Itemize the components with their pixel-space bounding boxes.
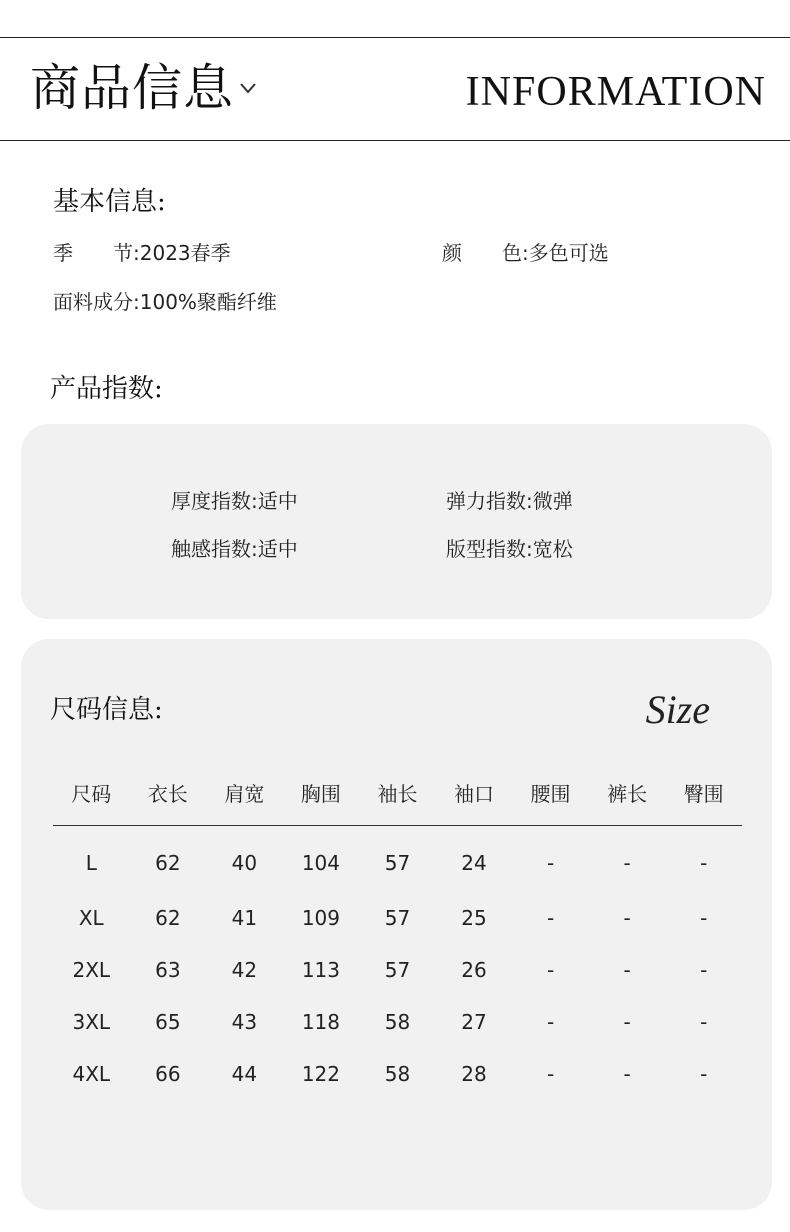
table-cell: 41: [231, 906, 258, 930]
table-cell: 57: [384, 906, 411, 930]
table-cell: 58: [384, 1010, 411, 1034]
table-cell: -: [623, 1062, 631, 1086]
material-row: [53, 289, 277, 315]
touch-label: 触感指数:: [171, 537, 258, 561]
table-cell: 2XL: [72, 958, 111, 982]
table-cell: -: [623, 958, 631, 982]
header-bar: [0, 37, 790, 141]
thickness-value: 适中: [257, 489, 298, 513]
table-row: [53, 892, 742, 944]
table-cell: 25: [461, 906, 487, 930]
season-label: 季 节:: [53, 241, 140, 265]
size-info-title: 尺码信息:: [50, 695, 163, 725]
table-cell: 4XL: [72, 1062, 111, 1086]
basic-info-title: 基本信息:: [53, 187, 166, 217]
table-cell: -: [546, 906, 555, 930]
fit-value: 宽松: [532, 537, 573, 561]
season-value: 2023春季: [139, 241, 231, 265]
table-cell: -: [700, 851, 708, 875]
table-row: [53, 826, 742, 893]
size-col-header: 胸围: [283, 769, 360, 826]
table-cell: 122: [301, 1062, 340, 1086]
material-value: 100%聚酯纤维: [139, 290, 277, 314]
fit-index: [446, 536, 573, 562]
table-cell: 40: [231, 851, 258, 875]
table-cell: -: [623, 906, 631, 930]
table-cell: L: [85, 851, 97, 875]
elasticity-index: [446, 488, 573, 514]
table-cell: 26: [461, 958, 487, 982]
table-cell: 113: [301, 958, 340, 982]
table-cell: -: [700, 1062, 708, 1086]
table-row: [53, 1048, 742, 1100]
table-cell: -: [700, 958, 708, 982]
product-index-panel: [21, 424, 772, 619]
size-col-header: 裤长: [589, 769, 666, 826]
color-value: 多色可选: [528, 241, 609, 265]
size-col-header: 袖长: [359, 769, 436, 826]
thickness-index: [171, 488, 298, 514]
table-cell: -: [700, 1010, 708, 1034]
table-cell: -: [546, 1062, 555, 1086]
table-cell: 3XL: [72, 1010, 111, 1034]
color-label: 颜 色:: [442, 241, 529, 265]
table-cell: 57: [384, 958, 411, 982]
table-cell: 43: [231, 1010, 258, 1034]
thickness-label: 厚度指数:: [171, 489, 258, 513]
table-cell: 28: [461, 1062, 487, 1086]
table-cell: 65: [155, 1010, 181, 1034]
table-cell: 24: [461, 851, 487, 875]
material-label: 面料成分:: [53, 290, 140, 314]
color-row: [442, 240, 609, 266]
chevron-down-icon: [240, 76, 256, 98]
size-col-header: 尺码: [53, 769, 130, 826]
elasticity-value: 微弹: [532, 489, 573, 513]
touch-value: 适中: [257, 537, 298, 561]
table-cell: 42: [231, 958, 258, 982]
table-cell: 118: [301, 1010, 340, 1034]
size-table-header: [53, 769, 742, 826]
size-title-en: Size: [645, 687, 710, 732]
table-cell: 62: [155, 906, 181, 930]
table-cell: 104: [301, 851, 340, 875]
elasticity-label: 弹力指数:: [446, 489, 533, 513]
table-cell: 27: [461, 1010, 487, 1034]
size-table-body: [53, 826, 742, 1101]
touch-index: [171, 536, 298, 562]
table-row: [53, 996, 742, 1048]
table-cell: -: [546, 958, 555, 982]
size-col-header: 肩宽: [206, 769, 283, 826]
table-cell: -: [623, 851, 631, 875]
table-cell: -: [546, 1010, 555, 1034]
page-title-en: INFORMATION: [465, 69, 766, 115]
table-cell: 62: [155, 851, 181, 875]
table-cell: 57: [384, 851, 411, 875]
page-title: 商品信息: [30, 59, 234, 117]
size-col-header: 腰围: [512, 769, 589, 826]
table-cell: 63: [155, 958, 181, 982]
table-cell: 109: [301, 906, 340, 930]
table-cell: 58: [384, 1062, 411, 1086]
size-col-header: 袖口: [436, 769, 513, 826]
table-cell: 66: [155, 1062, 181, 1086]
product-index-title: 产品指数:: [50, 374, 163, 404]
size-info-panel: [21, 639, 772, 1210]
table-cell: -: [546, 851, 555, 875]
table-row: [53, 944, 742, 996]
table-cell: -: [623, 1010, 631, 1034]
table-cell: -: [700, 906, 708, 930]
size-col-header: 衣长: [130, 769, 207, 826]
size-table: [53, 769, 742, 1100]
table-cell: XL: [78, 906, 104, 930]
table-cell: 44: [231, 1062, 258, 1086]
fit-label: 版型指数:: [446, 537, 533, 561]
season-row: [53, 240, 231, 266]
size-col-header: 臀围: [665, 769, 742, 826]
